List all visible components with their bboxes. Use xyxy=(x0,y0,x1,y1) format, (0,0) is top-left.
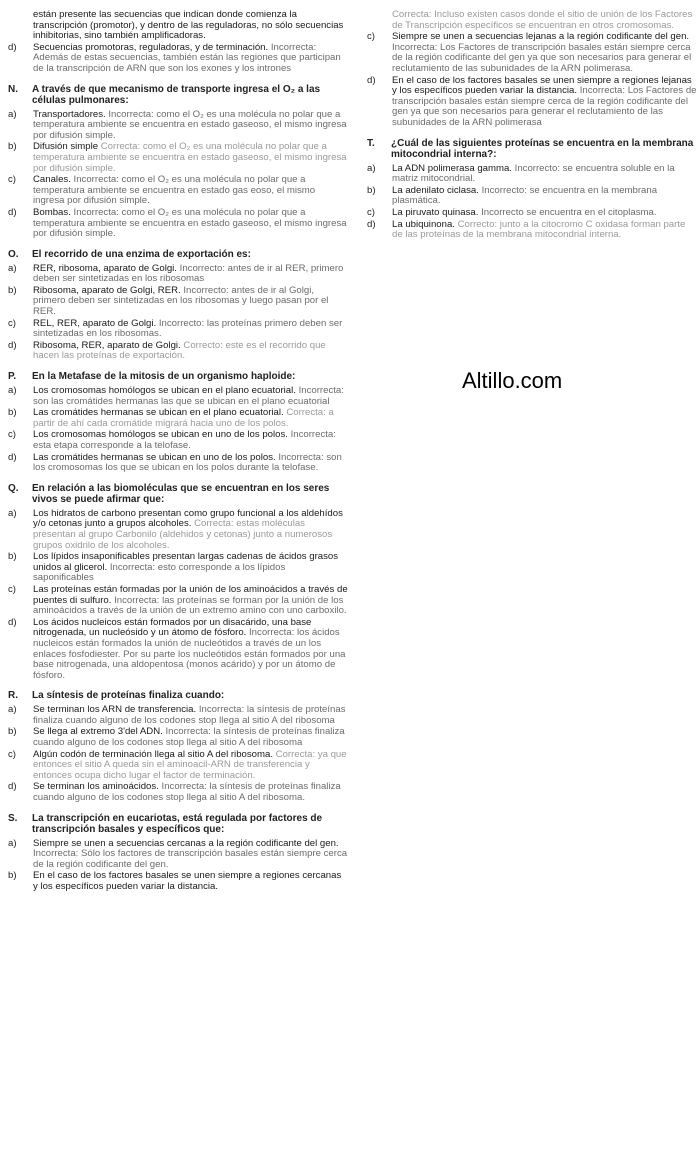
option-letter: b) xyxy=(8,407,17,419)
option-letter: c) xyxy=(367,206,375,218)
question-block xyxy=(8,84,348,240)
option-explanation: Incorrecta: como el O₂ es una molécula no polar que a temperatura ambiente se encuentra en estado gaseoso, el mismo ingresa por difusión simple. xyxy=(33,108,347,141)
option-body xyxy=(33,782,348,803)
answer-option xyxy=(8,386,348,407)
question-letter: P. xyxy=(8,371,17,383)
option-text: En el caso de los factores basales se unen siempre a regiones cercanas y los específicos pueden variar la distancia. xyxy=(33,870,342,892)
question-heading xyxy=(8,371,348,382)
option-letter: d) xyxy=(8,206,17,218)
right-question-list xyxy=(367,138,697,241)
option-explanation: Incorrecto: se encuentra en la membrana plasmática. xyxy=(392,184,658,207)
option-body xyxy=(33,618,348,682)
answer-option xyxy=(8,286,348,318)
option-explanation: Incorrecta: como el O₂ es una molécula no polar que a temperatura ambiente se encuentra en estado gaseoso, el mismo ingresa por difusión simple. xyxy=(33,206,347,240)
option-body xyxy=(33,175,348,207)
answer-option xyxy=(8,618,348,682)
option-body xyxy=(33,430,348,451)
option-explanation: Incorrecta: esto corresponde a los lípidos saponificables xyxy=(33,561,286,584)
answer-option xyxy=(8,319,348,340)
option-body xyxy=(33,453,348,474)
option-explanation: Correcto: junto a la citocromo C oxidasa forman parte de las proteínas de la membrana mitocondrial interna. xyxy=(392,218,686,241)
question-block xyxy=(8,249,348,362)
option-letter: b) xyxy=(367,184,376,196)
answer-option xyxy=(367,32,697,74)
option-body xyxy=(33,408,348,429)
option-text: Los hidratos de carbono presentan como grupo funcional a los aldehídos y/o cetonas junto a grupos alcoholes. xyxy=(33,507,343,530)
option-letter: a) xyxy=(367,162,376,174)
option-body xyxy=(33,839,348,871)
question-letter: O. xyxy=(8,248,19,260)
option-explanation: Incorrecta: las proteínas se forman por la unión de los aminoácidos a través de la unión de un extremo amino con uno carboxilo. xyxy=(33,594,347,617)
right-column xyxy=(367,10,697,250)
option-explanation: Correcta: ya que entonces el sitio A queda sin el aminoacil-ARN de transferencia y entonces ocupa dicho lugar el factor de terminación. xyxy=(33,748,347,781)
option-letter: a) xyxy=(8,837,17,849)
option-letter: c) xyxy=(367,31,375,43)
option-explanation: Incorrecta: Los Factores de transcripción basales están siempre cerca de la región codificante del gen ya que son necesarios para generar el reclutamiento de las subunidades de la ARN polimerasa. xyxy=(392,41,692,74)
option-text: Siempre se unen a secuencias cercanas a la región codificante del gen. xyxy=(33,837,339,849)
option-body xyxy=(392,220,697,241)
question-heading xyxy=(8,813,348,835)
option-text: Canales. xyxy=(33,174,71,186)
option-letter: a) xyxy=(8,108,17,120)
question-letter: R. xyxy=(8,690,18,702)
option-explanation: Incorrecta: como el O₂ es una molécula no polar que a temperatura ambiente se encuentra en estado gas eoso, el mismo ingresa por difusión simple. xyxy=(33,174,316,207)
question-text: En la Metafase de la mitosis de un organismo haploide: xyxy=(32,371,296,383)
option-explanation: Correcta: estas moléculas presentan al grupo Carbonilo (aldehidos y cetonas) junto a numerosos grupos oxidrilo de los alcoholes. xyxy=(33,518,333,551)
answer-option xyxy=(8,871,348,892)
option-body xyxy=(392,76,697,129)
question-letter: T. xyxy=(367,137,375,149)
option-explanation: Incorrecta: Sólo los factores de transcripción basales están siempre cerca de la región codificante del gen. xyxy=(33,848,348,870)
option-explanation: Incorrecta: son los cromosomas los que se ubican en los polos durante la telofase. xyxy=(33,451,342,474)
option-text: Los cromosomas homólogos se ubican en el plano ecuatorial. xyxy=(33,385,296,397)
answer-option xyxy=(367,186,697,207)
answer-option xyxy=(8,208,348,240)
question-text: ¿Cuál de las siguientes proteínas se encuentra en la membrana mitocondrial interna?: xyxy=(391,137,694,160)
answer-option xyxy=(8,750,348,782)
question-block xyxy=(8,813,348,893)
option-text: Difusión simple xyxy=(33,141,99,153)
option-text: REL, RER, aparato de Golgi. xyxy=(33,317,157,329)
option-letter: c) xyxy=(8,748,16,760)
continued-text-span: Correcta: Incluso existen casos donde el sitio de unión de los Factores de Transcripción específicos se encuentran en otros cromosomas. xyxy=(392,9,693,31)
option-explanation: Incorrecta: Los Factores de transcripción basales están siempre cerca de la región codificante del gen ya que son necesarios para generar el reclutamiento de las subunidades de la ARN polimerasa xyxy=(392,85,697,128)
option-explanation: Incorrecta: la síntesis de proteínas finaliza cuando alguno de los codones stop llega al sitio A del ribosoma xyxy=(33,704,346,726)
option-body xyxy=(33,705,348,726)
question-heading xyxy=(8,249,348,260)
option-body xyxy=(33,208,348,240)
continued-text-span: están presente las secuencias que indican donde comienza la transcripción (promotor), y dentro de las reguladoras, no sólo secuencias inhibitorias, sino también amplificadoras. xyxy=(33,9,344,42)
option-body xyxy=(33,585,348,617)
option-body xyxy=(33,727,348,748)
option-text: Ribosoma, aparato de Golgi, RER. xyxy=(33,284,181,296)
question-block xyxy=(8,371,348,474)
option-letter: c) xyxy=(8,174,16,186)
question-text: La síntesis de proteínas finaliza cuando: xyxy=(32,690,225,702)
option-letter: a) xyxy=(8,704,17,716)
option-letter: d) xyxy=(367,74,376,86)
option-letter: a) xyxy=(8,385,17,397)
option-text: Siempre se unen a secuencias lejanas a la región codificante del gen. xyxy=(392,31,690,43)
question-text: El recorrido de una enzima de exportación es: xyxy=(32,248,251,260)
question-letter: Q. xyxy=(8,482,19,494)
option-letter: c) xyxy=(8,317,16,329)
question-heading xyxy=(367,138,697,160)
option-letter: b) xyxy=(8,284,17,296)
option-text: Se terminan los ARN de transferencia. xyxy=(33,704,197,716)
answer-option xyxy=(8,585,348,617)
question-block xyxy=(8,690,348,803)
option-explanation: Incorrecta: los ácidos nucleicos están formados la unión de nucleótidos a través de un los enlaces fosfodiester. Por su parte los nucleótidos están formados por una base nitrogenada, una aldopentosa (monos acárido) y por un átomo de fósforo. xyxy=(33,627,346,681)
answer-option xyxy=(8,43,348,75)
question-letter: N. xyxy=(8,83,18,95)
option-text: Bombas. xyxy=(33,206,71,218)
option-letter: a) xyxy=(8,507,17,519)
option-letter: c) xyxy=(8,429,16,441)
option-text: Los cromosomas homólogos se ubican en uno de los polos. xyxy=(33,429,288,441)
option-explanation: Incorrecto se encuentra en el citoplasma. xyxy=(481,206,657,218)
option-text: Las cromátides hermanas se ubican en uno de los polos. xyxy=(33,451,276,463)
option-letter: d) xyxy=(8,451,17,463)
option-explanation: Incorrecto: antes de ir al Golgi, primero deben ser sintetizadas en los ribosomas y luego pasan por el RER. xyxy=(33,284,329,318)
question-letter: S. xyxy=(8,812,18,824)
option-body xyxy=(392,164,697,185)
question-heading xyxy=(8,690,348,701)
answer-option xyxy=(8,110,348,142)
answer-option xyxy=(8,552,348,584)
answer-option xyxy=(8,264,348,285)
continued-text xyxy=(392,10,697,31)
option-body xyxy=(33,142,348,174)
right-continuation xyxy=(367,10,697,129)
option-explanation: Incorrecto: antes de ir al RER, primero deben ser sintetizadas en los ribosomas xyxy=(33,262,344,285)
option-letter: d) xyxy=(8,781,17,793)
option-body xyxy=(33,552,348,584)
answer-option xyxy=(8,727,348,748)
answer-option xyxy=(367,76,697,129)
option-body xyxy=(33,110,348,142)
option-text: Se llega al extremo 3'del ADN. xyxy=(33,726,163,738)
left-continuation xyxy=(8,10,348,75)
option-text: Secuencias promotoras, reguladoras, y de terminación. xyxy=(33,41,269,53)
option-body xyxy=(33,341,348,362)
option-letter: b) xyxy=(8,870,17,882)
option-text: Las cromátides hermanas se ubican en el plano ecuatorial. xyxy=(33,407,284,419)
answer-option xyxy=(8,509,348,551)
question-heading xyxy=(8,84,348,106)
answer-option xyxy=(367,220,697,241)
left-question-list xyxy=(8,84,348,893)
option-letter: d) xyxy=(367,218,376,230)
option-text: La ubiquinona. xyxy=(392,218,455,230)
answer-option xyxy=(367,208,697,219)
left-column xyxy=(8,10,348,902)
option-text: Se terminan los aminoácidos. xyxy=(33,781,159,793)
option-letter: b) xyxy=(8,551,17,563)
answer-option xyxy=(8,408,348,429)
option-text: La piruvato quinasa. xyxy=(392,206,479,218)
option-body xyxy=(33,264,348,285)
question-text: A través de que mecanismo de transporte ingresa el O₂ a las células pulmonares: xyxy=(32,83,321,106)
option-text: La adenilato ciclasa. xyxy=(392,184,479,196)
option-body xyxy=(33,509,348,551)
option-explanation: Incorrecto: las proteínas primero deben ser sintetizadas en los ribosomas. xyxy=(33,317,343,340)
option-letter: d) xyxy=(8,616,17,628)
option-body xyxy=(33,750,348,782)
option-body xyxy=(392,32,697,74)
option-explanation: Incorrecta: la síntesis de proteínas finaliza cuando alguno de los codones stop llega al sitio A del ribosoma. xyxy=(33,781,341,804)
option-letter: c) xyxy=(8,583,16,595)
option-text: Transportadores. xyxy=(33,108,106,120)
option-letter: b) xyxy=(8,141,17,153)
answer-option xyxy=(8,430,348,451)
option-letter: a) xyxy=(8,262,17,274)
option-text: Las proteínas están formadas por la unión de los aminoácidos a través de puentes di sulfuro. xyxy=(33,583,348,606)
option-body xyxy=(33,386,348,407)
question-text: En relación a las biomoléculas que se encuentran en los seres vivos se puede afirmar que: xyxy=(32,482,330,505)
answer-option xyxy=(8,142,348,174)
question-block xyxy=(367,138,697,241)
option-text: Algún codón de terminación llega al sitio A del ribosoma. xyxy=(33,748,273,760)
option-explanation: Incorrecta: son las cromátides hermanas las que se ubican en el plano ecuatorial xyxy=(33,385,344,407)
answer-option xyxy=(8,839,348,871)
option-explanation: Correcta: como el O₂ es una molécula no polar que a temperatura ambiente se encuentra en estado gaseoso, el mismo ingresa por difusión simple. xyxy=(33,141,347,174)
option-text: La ADN polimerasa gamma. xyxy=(392,162,512,174)
answer-option xyxy=(8,705,348,726)
option-body xyxy=(33,871,348,892)
option-explanation: Correcto: este es el recorrido que hacen las proteínas de exportación. xyxy=(33,339,326,362)
option-explanation: Incorrecta: esta etapa corresponde a la telofase. xyxy=(33,429,336,451)
answer-option xyxy=(8,453,348,474)
option-body xyxy=(392,186,697,207)
option-text: Los ácidos nucleicos están formados por un disacárido, una base nitrogenada, un nucleósido y un átomo de fósforo. xyxy=(33,616,312,639)
option-text: Los lípidos insaponificables presentan largas cadenas de ácidos grasos unidos al glicerol. xyxy=(33,551,339,573)
option-letter: d) xyxy=(8,41,17,53)
option-text: RER, ribosoma, aparato de Golgi. xyxy=(33,262,177,274)
option-explanation: Incorrecta: Además de estas secuencias, también están las regiones que participan de la transcripción de ARN que son los exones y los intrones xyxy=(33,41,341,74)
continued-text xyxy=(33,10,348,42)
option-body xyxy=(392,208,697,219)
question-heading xyxy=(8,483,348,505)
option-text: En el caso de los factores basales se unen siempre a regiones lejanas y los específicos pueden variar la distancia. xyxy=(392,74,692,97)
option-body xyxy=(33,43,348,75)
option-explanation: Correcta: a partir de ahí cada cromátide migrará hacia uno de los polos. xyxy=(33,407,334,429)
answer-option xyxy=(8,341,348,362)
option-explanation: Incorrecto: se encuentra soluble en la matriz mitocondrial. xyxy=(392,162,675,185)
option-letter: d) xyxy=(8,339,17,351)
option-letter: b) xyxy=(8,726,17,738)
question-block xyxy=(8,483,348,682)
option-explanation: Incorrecta: la síntesis de proteínas finaliza cuando alguno de los codones stop llega al sitio A del ribosoma xyxy=(33,726,345,749)
option-body xyxy=(33,319,348,340)
question-text: La transcripción en eucariotas, está regulada por factores de transcripción basales y específicos que: xyxy=(32,812,323,835)
answer-option xyxy=(8,782,348,803)
option-text: Ribosoma, RER, aparato de Golgi. xyxy=(33,339,181,351)
answer-option xyxy=(367,164,697,185)
answer-option xyxy=(8,175,348,207)
option-body xyxy=(33,286,348,318)
altillo-watermark: Altillo.com xyxy=(462,368,563,393)
